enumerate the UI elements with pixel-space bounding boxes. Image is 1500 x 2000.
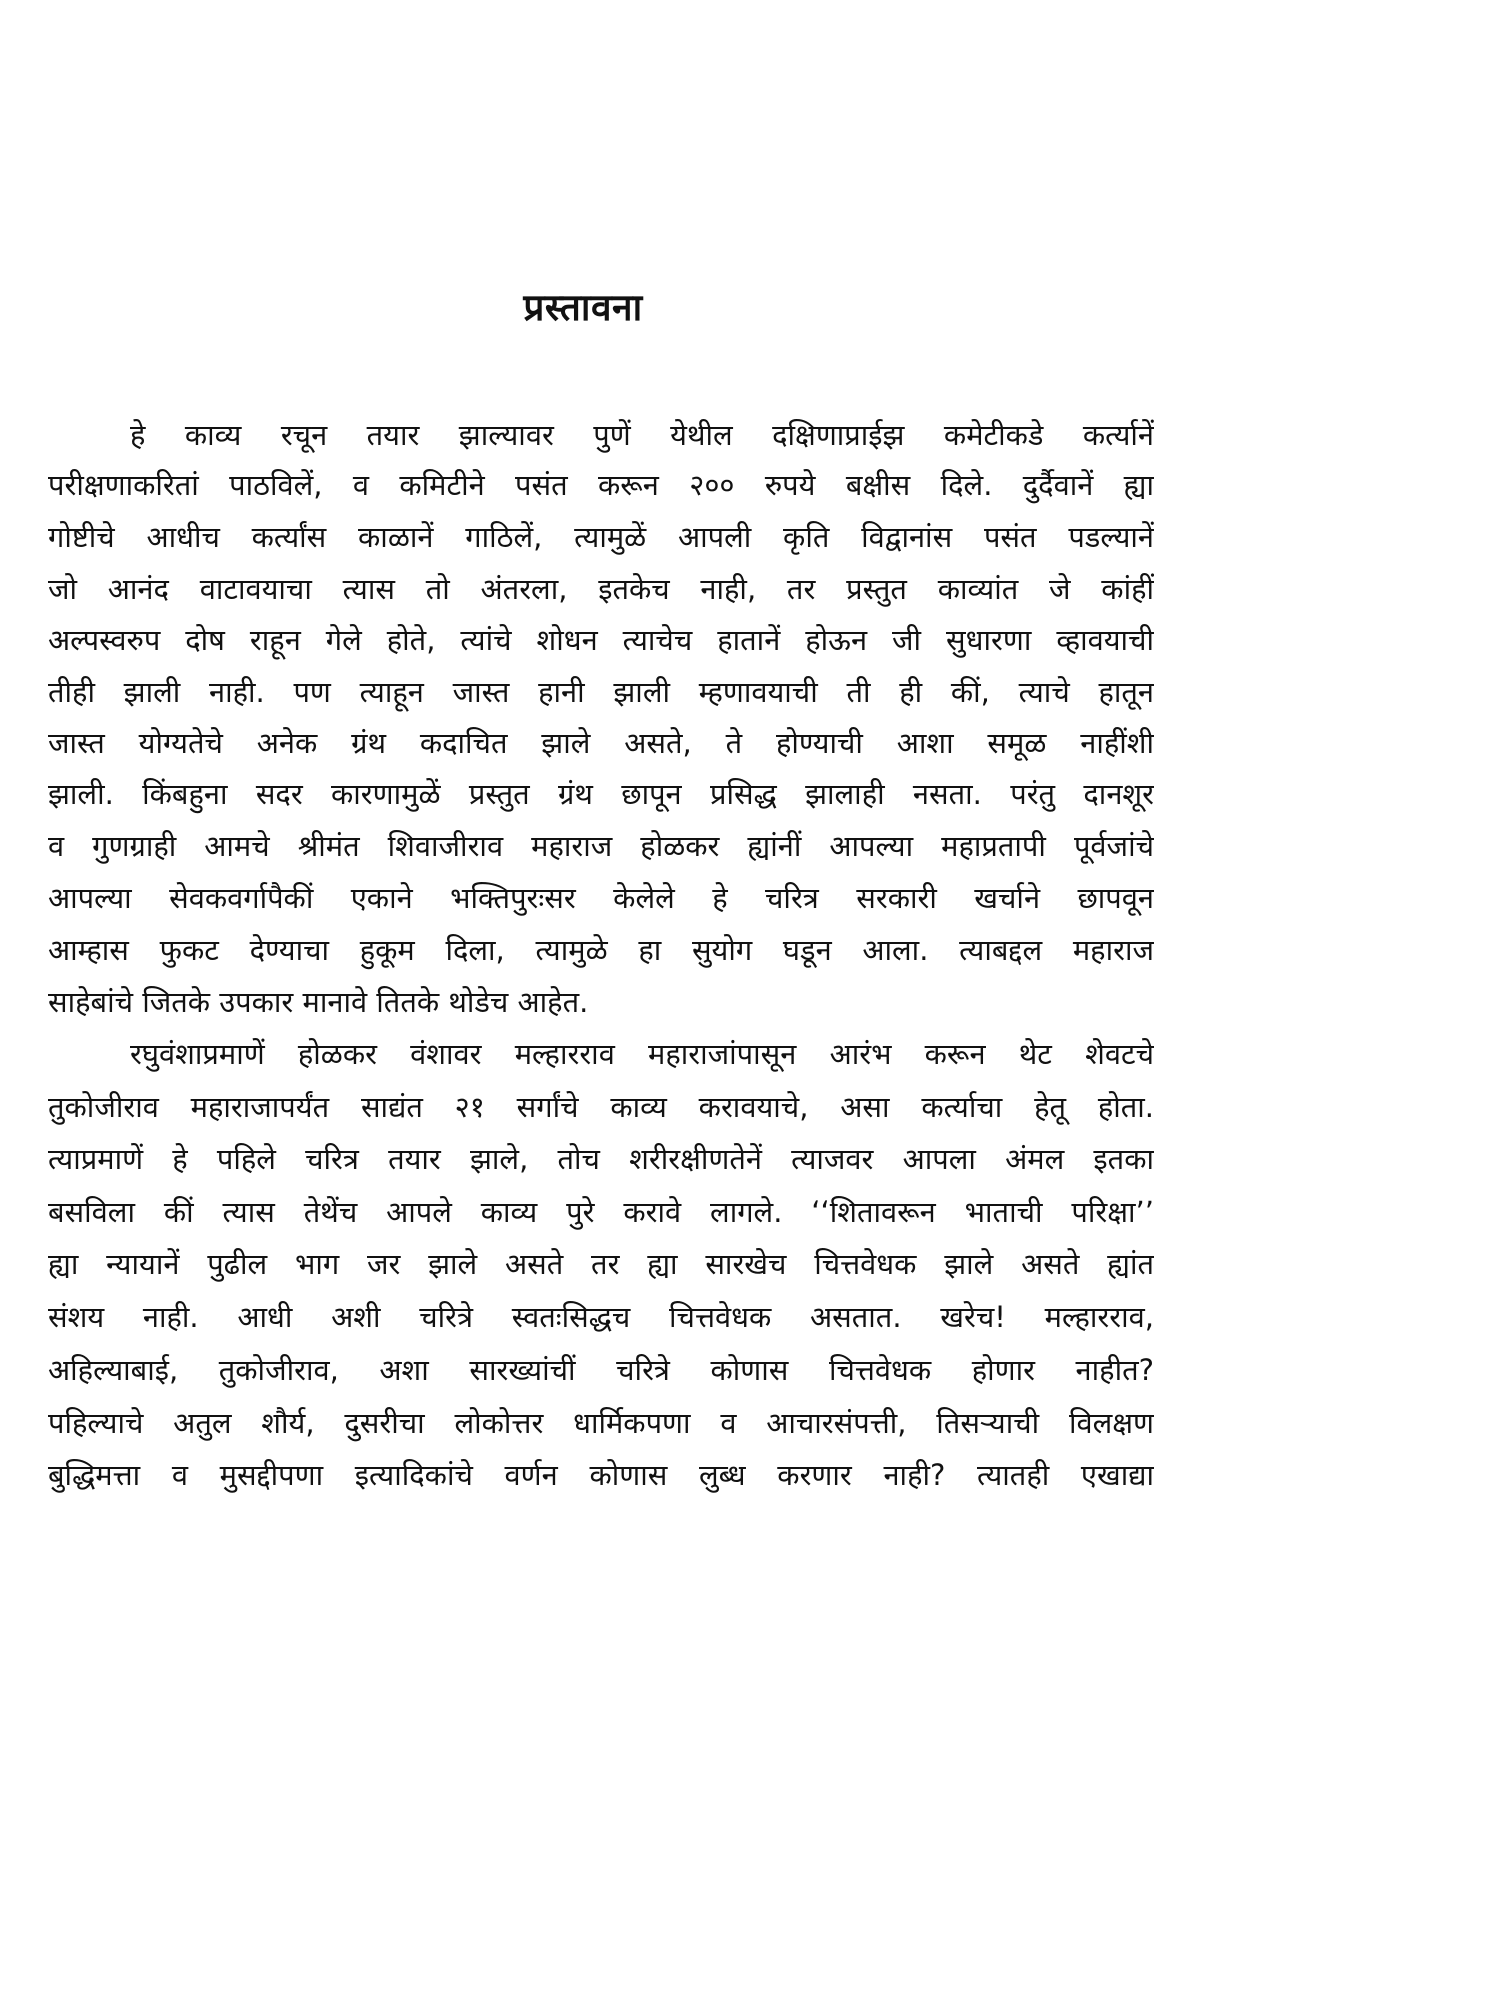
paragraph-1-line: जास्त योग्यतेचे अनेक ग्रंथ कदाचित झाले असते, ते होण्याची आशा समूळ नाहींशी [48,726,1154,760]
paragraph-1-line: व गुणग्राही आमचे श्रीमंत शिवाजीराव महाराज होळकर ह्यांनीं आपल्या महाप्रतापी पूर्वजांचे [48,829,1154,863]
paragraph-2-line: अहिल्याबाई, तुकोजीराव, अशा सारख्यांचीं चरित्रे कोणास चित्तवेधक होणार नाहीत? [48,1353,1154,1387]
paragraph-1-line: हे काव्य रचून तयार झाल्यावर पुणें येथील दक्षिणाप्राईझ कमेटीकडे कर्त्यानें [130,418,1154,452]
paragraph-2-line: बुद्धिमत्ता व मुसद्दीपणा इत्यादिकांचे वर्णन कोणास लुब्ध करणार नाही? त्यातही एखाद्या [48,1458,1154,1492]
paragraph-2-line: त्याप्रमाणें हे पहिले चरित्र तयार झाले, तोच शरीरक्षीणतेनें त्याजवर आपला अंमल इतका [48,1142,1154,1176]
paragraph-2-line: बसविला कीं त्यास तेथेंच आपले काव्य पुरे करावे लागले. ‘‘शितावरून भाताची परिक्षा’’ [48,1195,1154,1229]
paragraph-1-line: परीक्षणाकरितां पाठविलें, व कमिटीने पसंत करून २०० रुपये बक्षीस दिले. दुर्दैवानें ह्या [48,468,1154,502]
paragraph-1-line: झाली. किंबहुना सदर कारणामुळें प्रस्तुत ग्रंथ छापून प्रसिद्ध झालाही नसता. परंतु दानशूर [48,777,1154,811]
paragraph-1-line: आम्हास फुकट देण्याचा हुकूम दिला, त्यामुळे हा सुयोग घडून आला. त्याबद्दल महाराज [48,933,1154,967]
paragraph-2-line: तुकोजीराव महाराजापर्यंत साद्यंत २१ सर्गांचे काव्य करावयाचे, असा कर्त्याचा हेतू होता. [48,1090,1154,1124]
paragraph-2-line: संशय नाही. आधी अशी चरित्रे स्वतःसिद्धच चित्तवेधक असतात. खरेच! मल्हारराव, [48,1300,1154,1334]
paragraph-2-line: रघुवंशाप्रमाणें होळकर वंशावर मल्हारराव महाराजांपासून आरंभ करून थेट शेवटचे [130,1037,1154,1071]
paragraph-1-line: साहेबांचे जितके उपकार मानावे तितके थोडेच आहेत. [48,985,589,1019]
paragraph-1-line: तीही झाली नाही. पण त्याहून जास्त हानी झाली म्हणावयाची ती ही कीं, त्याचे हातून [48,675,1154,709]
paragraph-1-line: आपल्या सेवकवर्गापैकीं एकाने भक्तिपुरःसर केलेले हे चरित्र सरकारी खर्चाने छापवून [48,881,1154,915]
paragraph-2-line: ह्या न्यायानें पुढील भाग जर झाले असते तर ह्या सारखेच चित्तवेधक झाले असते ह्यांत [48,1247,1154,1281]
paragraph-1-line: अल्पस्वरुप दोष राहून गेले होते, त्यांचे शोधन त्याचेच हातानें होऊन जी सुधारणा व्हावयाची [48,623,1154,657]
paragraph-2-line: पहिल्याचे अतुल शौर्य, दुसरीचा लोकोत्तर धार्मिकपणा व आचारसंपत्ती, तिसऱ्याची विलक्षण [48,1406,1154,1440]
paragraph-1-line: गोष्टीचे आधीच कर्त्यांस काळानें गाठिलें, त्यामुळें आपली कृति विद्वानांस पसंत पडल्यानें [48,520,1154,554]
paragraph-1-line: जो आनंद वाटावयाचा त्यास तो अंतरला, इतकेच नाही, तर प्रस्तुत काव्यांत जे कांहीं [48,572,1154,606]
page-title: प्रस्तावना [523,286,643,329]
